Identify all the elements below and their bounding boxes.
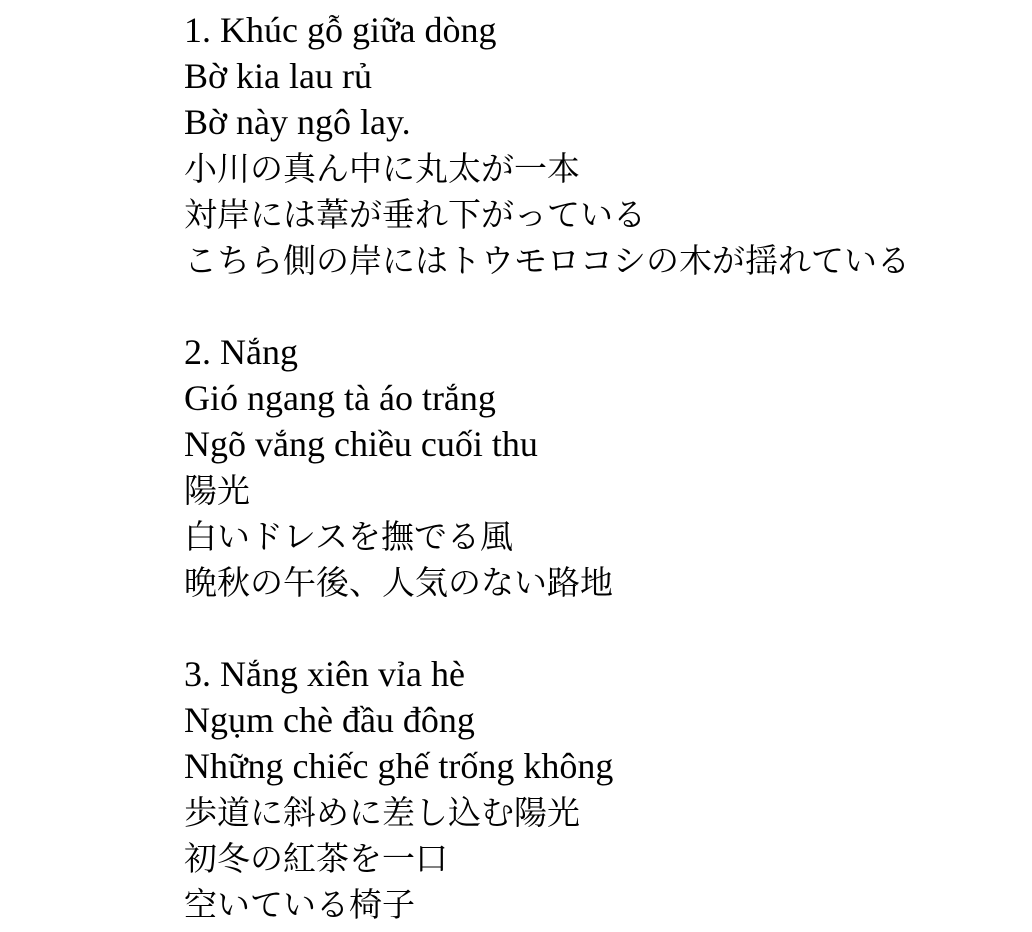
japanese-line: 晩秋の午後、人気のない路地	[184, 563, 613, 602]
vietnamese-line: Bờ này ngô lay.	[184, 102, 411, 142]
japanese-line: 歩道に斜めに差し込む陽光	[184, 793, 580, 832]
vietnamese-line: Ngõ vắng chiều cuối thu	[184, 424, 538, 464]
vietnamese-line: Những chiếc ghế trống không	[184, 746, 614, 786]
poem-title: 3. Nắng xiên vỉa hè	[184, 654, 465, 694]
poem-document	[184, 8, 1014, 928]
japanese-line: 空いている椅子	[184, 885, 415, 924]
poem-2	[184, 330, 1014, 605]
japanese-line: こちら側の岸にはトウモロコシの木が揺れている	[184, 241, 910, 280]
poem-3	[184, 652, 1014, 927]
vietnamese-line: Ngụm chè đầu đông	[184, 700, 475, 740]
japanese-line: 陽光	[184, 471, 250, 510]
vietnamese-line: Gió ngang tà áo trắng	[184, 378, 496, 418]
japanese-line: 小川の真ん中に丸太が一本	[184, 149, 580, 188]
poem-title: 1. Khúc gỗ giữa dòng	[184, 10, 497, 50]
vietnamese-line: Bờ kia lau rủ	[184, 56, 372, 96]
japanese-line: 初冬の紅茶を一口	[184, 839, 448, 878]
japanese-line: 対岸には葦が垂れ下がっている	[184, 195, 646, 234]
poem-1	[184, 8, 1014, 283]
poem-title: 2. Nắng	[184, 332, 298, 372]
japanese-line: 白いドレスを撫でる風	[184, 517, 514, 556]
